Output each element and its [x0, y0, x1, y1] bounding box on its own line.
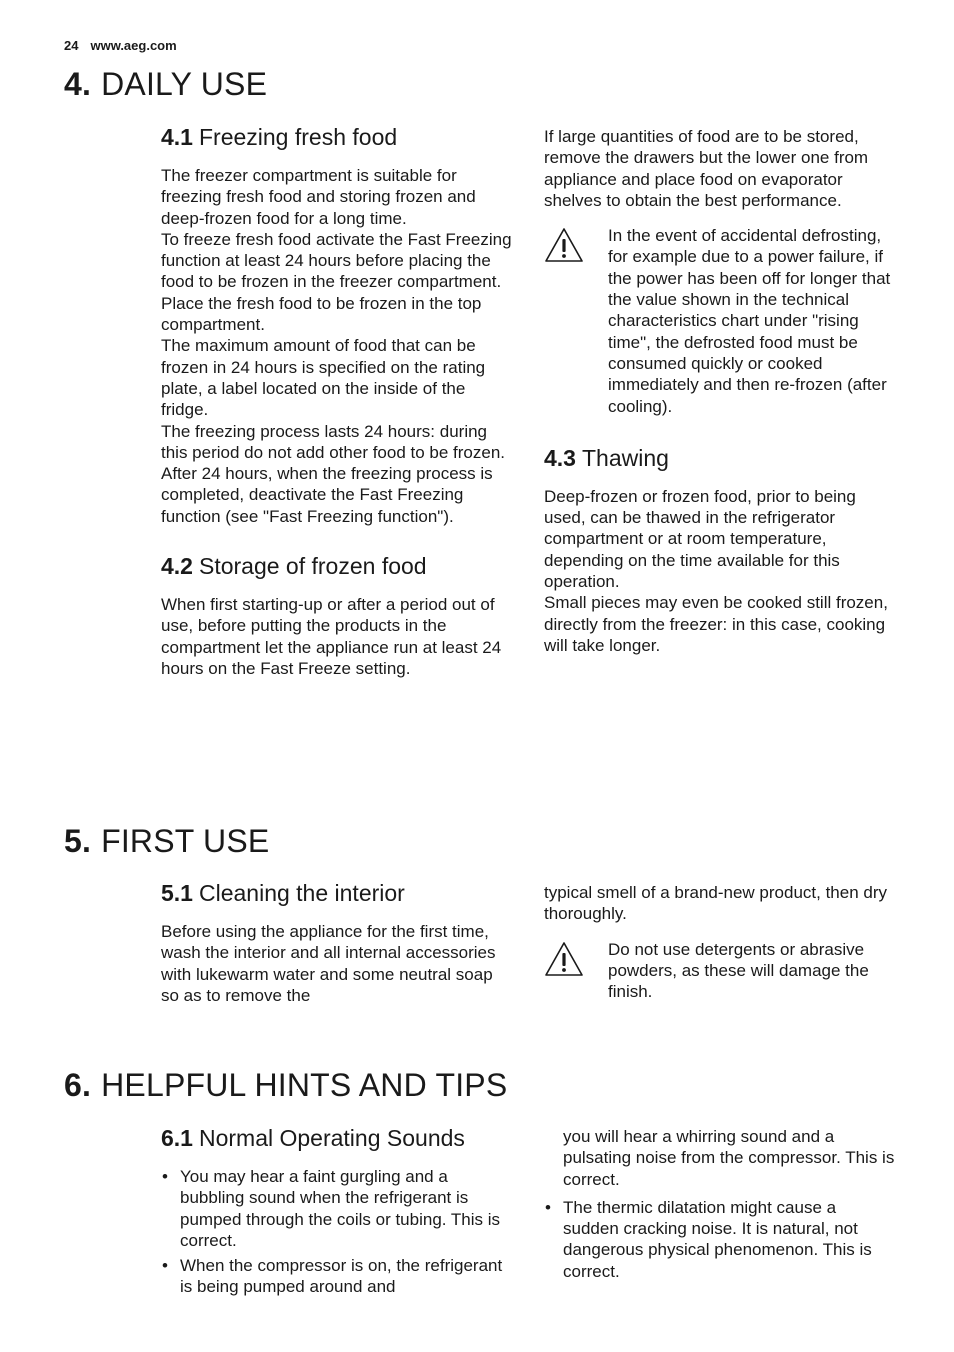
bullet-icon: • [162, 1167, 168, 1186]
warning-note-defrosting [544, 225, 896, 417]
warning-text: In the event of accidental defrosting, for example due to a power failure, if the power has been off for longer that the value shown in the technical characteristics chart under "rising time", the defrosted food must be consumed quickly or cooked immediately and then re-frozen (after cooling). [608, 226, 891, 416]
chapter-6-right-column [544, 1126, 896, 1286]
page-number: 24 [64, 38, 79, 53]
list-item: • When the compressor is on, the refrigerant is being pumped around and [162, 1256, 503, 1297]
section-4-3-title: 4.3 Thawing [544, 444, 669, 471]
sounds-list-continued [544, 1197, 896, 1282]
section-4-1-paragraph: After 24 hours, when the freezing process is completed, deactivate the Fast Freezing function (see "Fast Freezing function"). [161, 464, 493, 526]
chapter-5-right-column [544, 882, 896, 1002]
chapter-4-right-column [544, 126, 896, 656]
chapter-6-title: 6. HELPFUL HINTS AND TIPS [64, 1067, 508, 1103]
section-4-1-paragraph: The maximum amount of food that can be frozen in 24 hours is specified on the rating plate, a label located on the inside of the fridge. [161, 336, 486, 420]
section-5-1-title: 5.1 Cleaning the interior [161, 880, 405, 906]
section-4-3-paragraph: Deep-frozen or frozen food, prior to being used, can be thawed in the refrigerator compartment or at room temperature, depending on the time available for this operation. [544, 486, 856, 592]
page-header [64, 38, 177, 53]
section-4-3-paragraph: Small pieces may even be cooked still frozen, directly from the freezer: in this case, cooking will take longer. [544, 593, 888, 655]
section-4-2-paragraph: When first starting-up or after a period out of use, before putting the products in the compartment let the appliance run at least 24 hours on the Fast Freeze setting. [161, 595, 502, 678]
chapter-4-title: 4. DAILY USE [64, 66, 268, 102]
chapter-6-left-column [161, 1125, 513, 1302]
warning-triangle-icon [544, 227, 584, 263]
warning-triangle-icon [544, 941, 584, 977]
warning-text: Do not use detergents or abrasive powders, as these will damage the finish. [608, 939, 869, 1002]
section-6-1-title: 6.1 Normal Operating Sounds [161, 1125, 465, 1151]
website-link[interactable]: www.aeg.com [90, 38, 177, 53]
section-4-1-title: 4.1 Freezing fresh food [161, 124, 398, 150]
chapter-4-left-column [161, 124, 513, 679]
section-4-2-title: 4.2 Storage of frozen food [161, 553, 427, 580]
bullet-icon: • [545, 1197, 551, 1217]
list-item: • You may hear a faint gurgling and a bubbling sound when the refrigerant is pumped through the coils or tubing. This is correct. [162, 1167, 501, 1250]
bullet-icon: • [162, 1256, 168, 1276]
list-item: • The thermic dilatation might cause a sudden cracking noise. It is natural, not dangerous physical phenomenon. This is correct. [545, 1197, 872, 1281]
warning-note-detergents [544, 939, 896, 1003]
chapter-5-left-column [161, 880, 513, 1006]
section-4-1-paragraph: The freezing process lasts 24 hours: during this period do not add other food to be frozen. [161, 421, 506, 462]
sounds-list [161, 1166, 513, 1298]
section-5-1-continuation: typical smell of a brand-new product, then dry thoroughly. [544, 883, 888, 924]
section-4-1-paragraph: Place the fresh food to be frozen in the top compartment. [161, 293, 482, 335]
section-4-1-paragraph: To freeze fresh food activate the Fast Freezing function at least 24 hours before placing the food to be frozen in the freezer compartment. [161, 229, 512, 292]
bullet-continuation: you will hear a whirring sound and a pulsating noise from the compressor. This is correct. [563, 1127, 895, 1189]
chapter-5-title: 5. FIRST USE [64, 823, 270, 859]
section-5-1-paragraph: Before using the appliance for the first time, wash the interior and all internal accessories with lukewarm water and some neutral soap so as to remove the [161, 922, 496, 1005]
section-4-1-paragraph: The freezer compartment is suitable for freezing fresh food and storing frozen and deep-frozen food for a long time. [161, 166, 476, 228]
section-4-1-continuation: If large quantities of food are to be stored, remove the drawers but the lower one from appliance and place food on evaporator shelves to obtain the best performance. [544, 127, 869, 210]
